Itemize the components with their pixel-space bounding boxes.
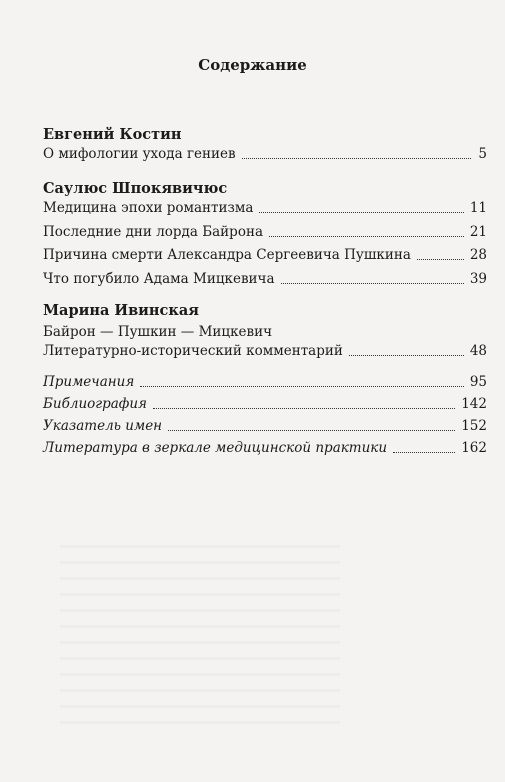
toc-entry-title: Литература в зеркале медицинской практики <box>43 440 388 456</box>
toc-entry-page: 162 <box>461 440 487 456</box>
toc-entry <box>43 271 487 288</box>
toc-entry-title: Что погубило Адама Мицкевича <box>43 271 275 287</box>
page-show-through <box>60 545 340 725</box>
toc-entry-appendix <box>43 374 487 391</box>
toc-entry-appendix <box>43 440 487 457</box>
dot-leader <box>140 386 464 387</box>
dot-leader <box>259 212 463 213</box>
toc-entry-appendix <box>43 396 487 413</box>
toc-entry-page: 5 <box>478 146 487 162</box>
toc-entry-title: Указатель имен <box>43 418 163 434</box>
toc-entry-title: О мифологии ухода гениев <box>43 146 236 162</box>
author-name: Саулюс Шпокявичюс <box>43 180 228 197</box>
dot-leader <box>281 283 464 284</box>
toc-entry <box>43 146 487 163</box>
toc-entry-title: Последние дни лорда Байрона <box>43 224 263 240</box>
toc-entry-page: 95 <box>469 374 487 390</box>
toc-entry <box>43 224 487 241</box>
dot-leader <box>393 452 455 453</box>
toc-entry-page: 142 <box>461 396 487 412</box>
toc-entry-title: Литературно-исторический комментарий <box>43 343 343 359</box>
toc-entry-title: Медицина эпохи романтизма <box>43 200 254 216</box>
toc-entry <box>43 247 487 264</box>
author-name: Марина Ивинская <box>43 302 199 319</box>
dot-leader <box>153 408 455 409</box>
toc-entry-title-line1: Байрон — Пушкин — Мицкевич <box>43 324 273 340</box>
toc-entry-title: Примечания <box>43 374 135 390</box>
toc-entry-title: Причина смерти Александра Сергеевича Пушкина <box>43 247 411 263</box>
dot-leader <box>417 259 464 260</box>
dot-leader <box>242 158 471 159</box>
toc-entry-page: 11 <box>469 200 487 216</box>
toc-entry-page: 48 <box>469 343 487 359</box>
toc-entry-title: Библиография <box>43 396 147 412</box>
author-name: Евгений Костин <box>43 126 182 143</box>
dot-leader <box>269 236 464 237</box>
toc-entry <box>43 343 487 360</box>
dot-leader <box>168 430 455 431</box>
toc-entry <box>43 200 487 217</box>
toc-entry-page: 152 <box>461 418 487 434</box>
toc-entry-page: 28 <box>469 247 487 263</box>
dot-leader <box>349 355 464 356</box>
toc-entry-appendix <box>43 418 487 435</box>
page-title: Содержание <box>198 56 307 74</box>
toc-entry-page: 39 <box>469 271 487 287</box>
toc-entry-page: 21 <box>469 224 487 240</box>
